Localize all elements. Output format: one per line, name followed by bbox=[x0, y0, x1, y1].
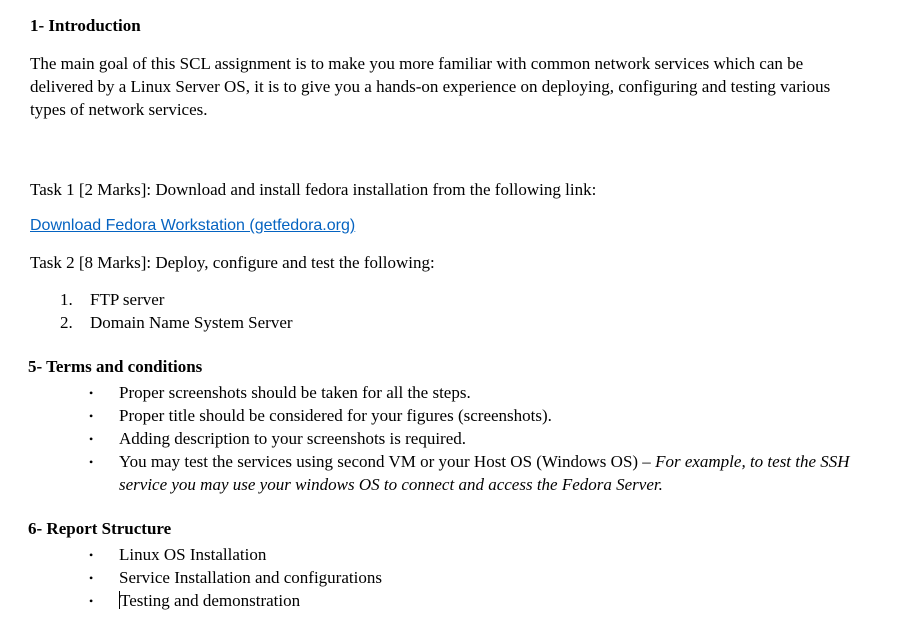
task2-text: Task 2 [8 Marks]: Deploy, configure and test the following: bbox=[30, 253, 435, 272]
report-heading: 6- Report Structure bbox=[28, 519, 172, 538]
bullet-icon: • bbox=[89, 386, 94, 400]
terms-heading: 5- Terms and conditions bbox=[28, 357, 203, 376]
list-item-text: Adding description to your screenshots is required. bbox=[119, 429, 467, 448]
list-item-label: FTP server bbox=[90, 290, 165, 309]
intro-paragraph: The main goal of this SCL assignment is to make you more familiar with common network services which can be delivered by a Linux Server OS, it is to give you a hands-on experience on deploying, configuring and testing various types of network services. bbox=[30, 54, 831, 119]
bullet-icon: • bbox=[89, 548, 94, 562]
bullet-icon: • bbox=[89, 594, 94, 608]
list-item-text: Linux OS Installation bbox=[119, 545, 267, 564]
intro-heading: 1- Introduction bbox=[30, 16, 141, 35]
list-item-text: Proper title should be considered for your figures (screenshots). bbox=[119, 406, 552, 425]
fedora-download-link[interactable]: Download Fedora Workstation (getfedora.org) bbox=[30, 217, 356, 234]
list-item-text bbox=[119, 450, 854, 496]
list-item-text: Service Installation and configurations bbox=[119, 568, 382, 587]
task1-text: Task 1 [2 Marks]: Download and install fedora installation from the following link: bbox=[30, 180, 597, 199]
bullet-icon: • bbox=[89, 571, 94, 585]
list-item-label: Domain Name System Server bbox=[90, 313, 293, 332]
list-item-text-italic: For example, to test the SSH service you may use your windows OS to connect and access the Fedora Server. bbox=[119, 452, 850, 494]
list-item-text-regular: You may test the services using second VM or your Host OS (Windows OS) – bbox=[119, 452, 656, 471]
bullet-icon: • bbox=[89, 432, 94, 446]
list-item-text bbox=[119, 589, 819, 612]
bullet-icon: • bbox=[89, 455, 94, 469]
list-item-label: Testing and demonstration bbox=[120, 591, 301, 610]
list-item-text: Proper screenshots should be taken for all the steps. bbox=[119, 383, 471, 402]
list-item-number: 1. bbox=[60, 290, 73, 309]
list-item-number: 2. bbox=[60, 313, 73, 332]
bullet-icon: • bbox=[89, 409, 94, 423]
